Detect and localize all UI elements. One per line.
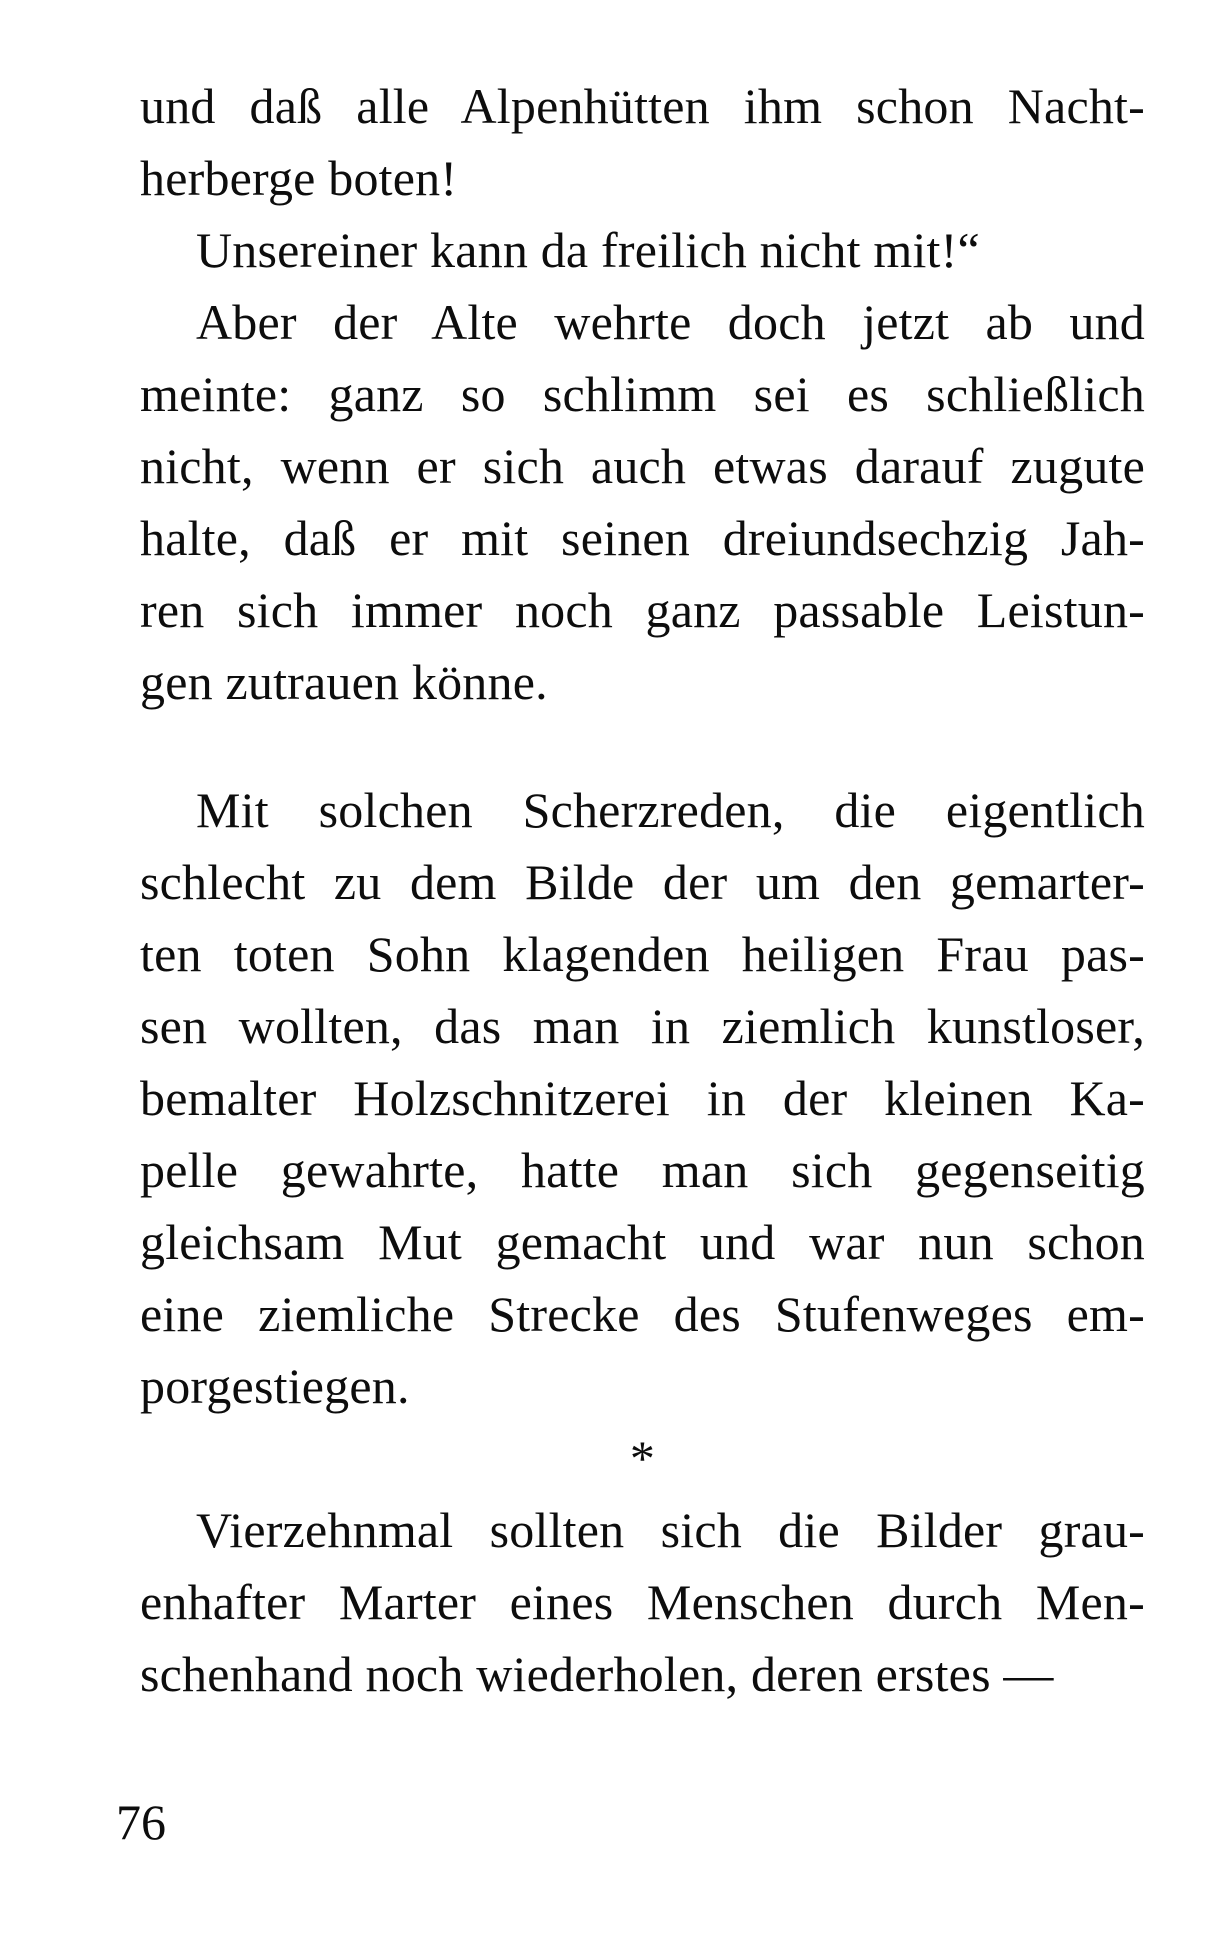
text-line: meinte: ganz so schlimm sei es schließlich	[140, 366, 1145, 422]
text-block	[140, 70, 1145, 1710]
text-line: gen zutrauen könne.	[140, 654, 548, 710]
text-line: bemalter Holzschnitzerei in der kleinen Ka-	[140, 1070, 1145, 1126]
text-line: pelle gewahrte, hatte man sich gegenseitig	[140, 1142, 1145, 1198]
text-line: enhafter Marter eines Menschen durch Men-	[140, 1574, 1145, 1630]
text-line: Vierzehnmal sollten sich die Bilder grau-	[196, 1502, 1145, 1558]
text-line: nicht, wenn er sich auch etwas darauf zugute	[140, 438, 1145, 494]
text-line: Aber der Alte wehrte doch jetzt ab und	[196, 294, 1145, 350]
section-separator: *	[629, 1430, 656, 1486]
text-line: Unsereiner kann da freilich nicht mit!“	[196, 222, 980, 278]
text-line: porgestiegen.	[140, 1358, 410, 1414]
text-line: schlecht zu dem Bilde der um den gemarter-	[140, 854, 1145, 910]
text-line: gleichsam Mut gemacht und war nun schon	[140, 1214, 1145, 1270]
text-line: herberge boten!	[140, 150, 458, 206]
text-line: schenhand noch wiederholen, deren erstes —	[140, 1646, 1054, 1702]
text-line: Mit solchen Scherzreden, die eigentlich	[196, 782, 1145, 838]
text-line: ten toten Sohn klagenden heiligen Frau pas-	[140, 926, 1145, 982]
text-line: ren sich immer noch ganz passable Leistun-	[140, 582, 1145, 638]
page-number: 76	[116, 1794, 166, 1850]
text-line: halte, daß er mit seinen dreiundsechzig Jah-	[140, 510, 1145, 566]
text-line: eine ziemliche Strecke des Stufenweges em-	[140, 1286, 1145, 1342]
text-line: und daß alle Alpenhütten ihm schon Nacht-	[140, 78, 1145, 134]
text-line: sen wollten, das man in ziemlich kunstloser,	[140, 998, 1145, 1054]
